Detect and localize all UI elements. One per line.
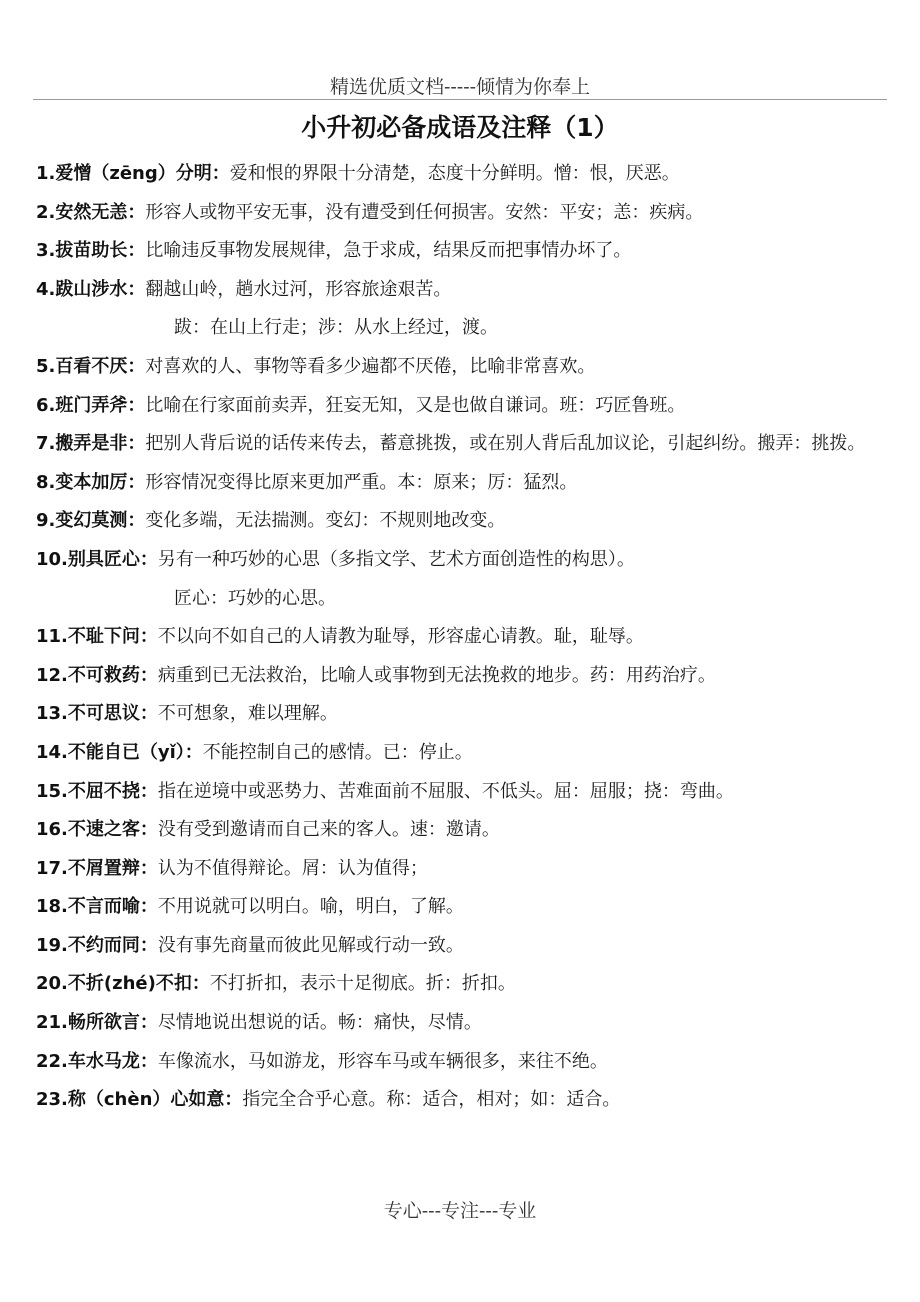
- idiom-definition: 另有一种巧妙的心思（多指文学、艺术方面创造性的构思）。: [157, 548, 635, 570]
- idiom-entry: [36, 850, 896, 889]
- idiom-list: [36, 155, 896, 1120]
- idiom-entry: [36, 194, 896, 233]
- idiom-term: 8.变本加厉：: [36, 471, 146, 493]
- idiom-entry: [36, 271, 896, 348]
- idiom-entry: [36, 502, 896, 541]
- idiom-term: 6.班门弄斧：: [36, 394, 146, 416]
- idiom-entry: [36, 773, 896, 812]
- idiom-definition: 尽情地说出想说的话。畅：痛快，尽情。: [157, 1012, 482, 1034]
- idiom-definition: 形容情况变得比原来更加严重。本：原来；厉：猛烈。: [145, 471, 578, 493]
- idiom-note: 匠心：巧妙的心思。: [174, 587, 336, 609]
- idiom-term: 17.不屑置辩：: [36, 857, 158, 879]
- idiom-entry: [36, 348, 896, 387]
- idiom-definition: 没有事先商量而彼此见解或行动一致。: [157, 934, 464, 956]
- idiom-entry: [36, 1081, 896, 1120]
- idiom-term: 15.不屈不挠：: [36, 780, 158, 802]
- document-title: 小升初必备成语及注释（1）: [301, 113, 619, 142]
- idiom-definition: 对喜欢的人、事物等看多少遍都不厌倦，比喻非常喜欢。: [145, 355, 596, 377]
- idiom-term: 20.不折(zhé)不扣：: [36, 973, 210, 995]
- idiom-term: 11.不耻下问：: [36, 626, 158, 648]
- idiom-definition: 认为不值得辩论。屑：认为值得；: [157, 857, 428, 879]
- idiom-definition: 比喻违反事物发展规律，急于求成，结果反而把事情办坏了。: [145, 240, 632, 262]
- idiom-definition: 不以向不如自己的人请教为耻辱，形容虚心请教。耻，耻辱。: [157, 626, 644, 648]
- page-header: 精选优质文档-----倾情为你奉上: [329, 76, 591, 98]
- page-footer: 专心---专注---专业: [383, 1200, 537, 1222]
- header-divider: [33, 99, 887, 100]
- idiom-term: 9.变幻莫测：: [36, 510, 146, 532]
- idiom-term: 3.拔苗助长：: [36, 240, 146, 262]
- idiom-term: 7.搬弄是非：: [36, 433, 146, 455]
- idiom-entry: [36, 425, 896, 464]
- idiom-definition: 翻越山岭，趟水过河，形容旅途艰苦。: [145, 278, 452, 300]
- idiom-definition: 爱和恨的界限十分清楚，态度十分鲜明。憎：恨，厌恶。: [229, 163, 680, 184]
- idiom-term: 21.畅所欲言：: [36, 1012, 158, 1034]
- idiom-definition: 比喻在行家面前卖弄，狂妄无知，又是也做自谦词。班：巧匠鲁班。: [145, 394, 686, 416]
- idiom-definition: 不可想象，难以理解。: [157, 703, 338, 725]
- idiom-entry: [36, 387, 896, 426]
- idiom-definition: 病重到已无法救治，比喻人或事物到无法挽救的地步。药：用药治疗。: [157, 664, 716, 686]
- idiom-term: 13.不可思议：: [36, 703, 158, 725]
- idiom-entry: [36, 888, 896, 927]
- idiom-term: 23.称（chèn）心如意：: [36, 1089, 243, 1111]
- idiom-term: 5.百看不厌：: [36, 355, 146, 377]
- idiom-entry: [36, 965, 896, 1004]
- idiom-term: 2.安然无恙：: [36, 201, 146, 223]
- idiom-entry: [36, 734, 896, 773]
- idiom-definition: 不用说就可以明白。喻，明白，了解。: [157, 896, 464, 918]
- idiom-definition: 把别人背后说的话传来传去，蓄意挑拨，或在别人背后乱加议论，引起纠纷。搬弄：挑拨。: [145, 433, 866, 455]
- idiom-entry: [36, 232, 896, 271]
- idiom-term: 14.不能自已（yǐ）：: [36, 741, 203, 763]
- idiom-note: 跋：在山上行走；涉：从水上经过，渡。: [174, 317, 498, 339]
- idiom-term: 18.不言而喻：: [36, 896, 158, 918]
- idiom-term: 16.不速之客：: [36, 819, 158, 841]
- idiom-term: 1.爱憎（zēng）分明：: [36, 163, 230, 184]
- idiom-term: 22.车水马龙：: [36, 1050, 158, 1072]
- idiom-definition: 形容人或物平安无事，没有遭受到任何损害。安然：平安；恙：疾病。: [145, 201, 704, 223]
- idiom-term: 10.别具匠心：: [36, 548, 158, 570]
- idiom-definition: 不能控制自己的感情。已：停止。: [202, 741, 473, 763]
- idiom-definition: 变化多端，无法揣测。变幻：不规则地改变。: [145, 510, 506, 532]
- idiom-entry: [36, 541, 896, 618]
- idiom-entry: [36, 155, 896, 194]
- idiom-term: 4.跋山涉水：: [36, 278, 146, 300]
- idiom-definition: 车像流水，马如游龙，形容车马或车辆很多，来往不绝。: [157, 1050, 608, 1072]
- idiom-definition: 指完全合乎心意。称：适合，相对；如：适合。: [242, 1089, 621, 1111]
- idiom-definition: 指在逆境中或恶势力、苦难面前不屈服、不低头。屈：屈服；挠：弯曲。: [157, 780, 734, 802]
- idiom-entry: [36, 695, 896, 734]
- idiom-entry: [36, 927, 896, 966]
- idiom-term: 12.不可救药：: [36, 664, 158, 686]
- idiom-entry: [36, 1043, 896, 1082]
- idiom-entry: [36, 464, 896, 503]
- idiom-definition: 不打折扣，表示十足彻底。折：折扣。: [209, 973, 516, 995]
- idiom-definition: 没有受到邀请而自己来的客人。速：邀请。: [157, 819, 500, 841]
- idiom-entry: [36, 618, 896, 657]
- idiom-entry: [36, 657, 896, 696]
- idiom-entry: [36, 1004, 896, 1043]
- idiom-entry: [36, 811, 896, 850]
- idiom-term: 19.不约而同：: [36, 934, 158, 956]
